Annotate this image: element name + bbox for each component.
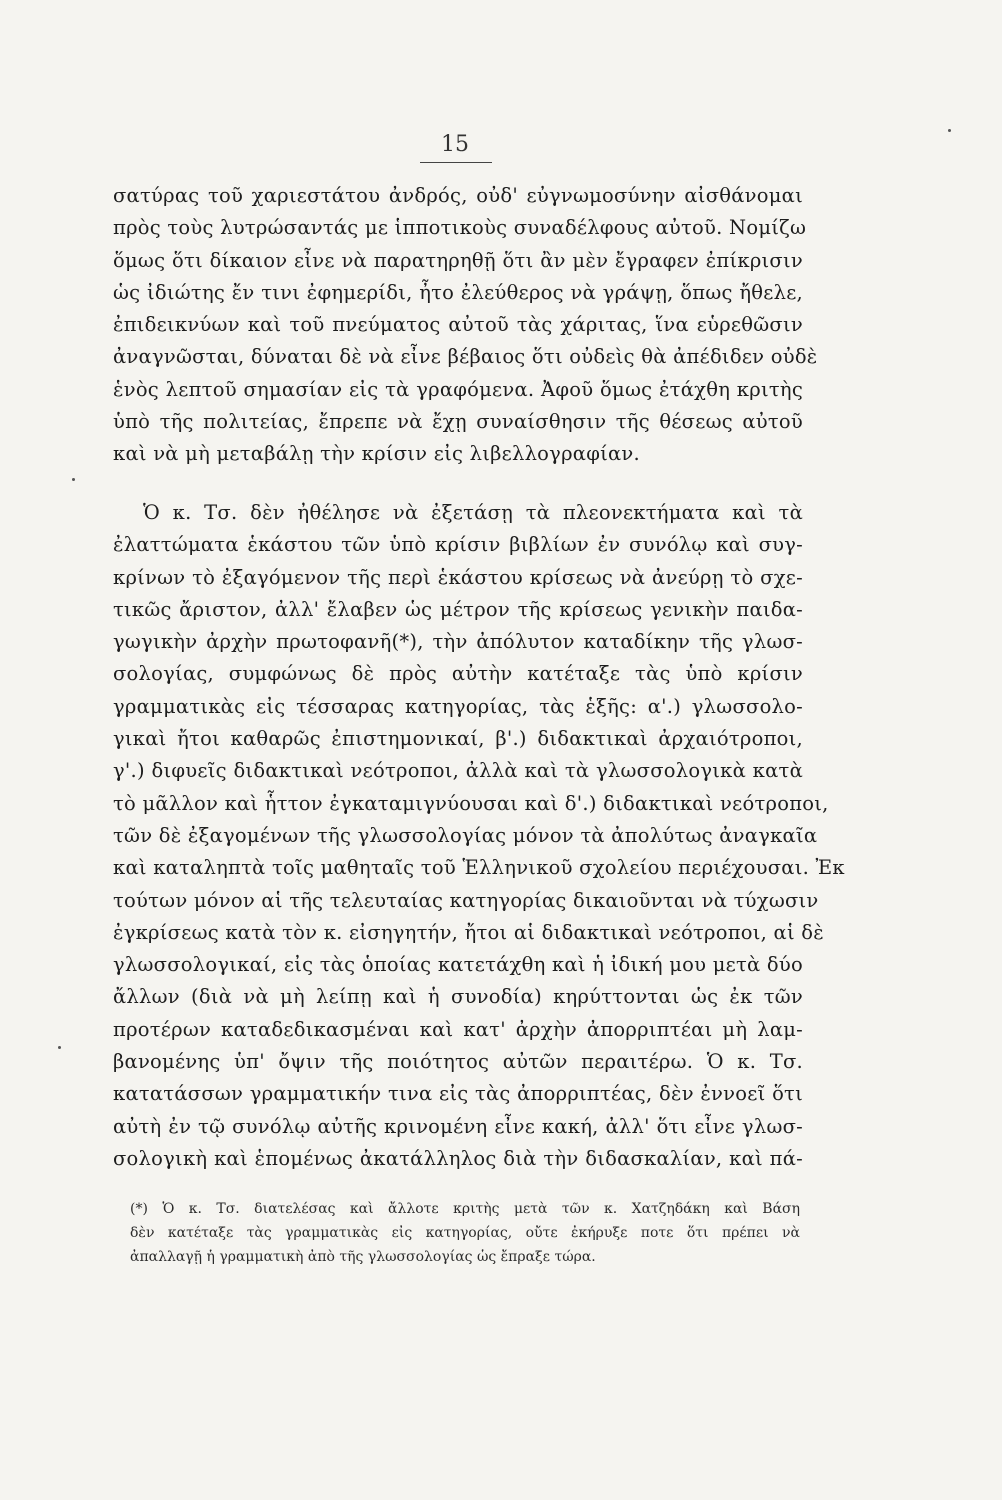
text-line: βανομένης ὑπ' ὄψιν τῆς ποιότητος αὐτῶν περαιτέρω. Ὁ κ. Τσ. — [113, 1050, 803, 1074]
text-line: σατύρας τοῦ χαριεστάτου ἀνδρός, οὐδ' εὐγνωμοσύνην αἰσθάνομαι — [113, 184, 803, 207]
footnote-line: δὲν κατέταξε τὰς γραμματικὰς εἰς κατηγορίας, οὔτε ἐκήρυξε ποτε ὅτι πρέπει νὰ — [130, 1225, 800, 1241]
text-line: τούτων μόνον αἱ τῆς τελευταίας κατηγορίας δικαιοῦνται νὰ τύχωσιν — [113, 888, 819, 912]
paragraph-1 — [113, 180, 818, 471]
text-line: ἄλλων (διὰ νὰ μὴ λείπῃ καὶ ἡ συνοδία) κηρύττονται ὡς ἐκ τῶν — [113, 985, 803, 1009]
page-number: 15 — [441, 132, 469, 157]
text-line: ὅμως ὅτι δίκαιον εἶνε νὰ παρατηρηθῇ ὅτι ἂν μὲν ἔγραφεν ἐπίκρισιν — [113, 248, 803, 272]
text-line: κρίνων τὸ ἐξαγόμενον τῆς περὶ ἑκάστου κρίσεως νὰ ἀνεύρῃ τὸ σχε- — [113, 565, 803, 589]
text-line: γλωσσολογικαί, εἰς τὰς ὁποίας κατετάχθη καὶ ἡ ἰδική μου μετὰ δύο — [113, 953, 803, 977]
paragraph-2 — [113, 497, 845, 1175]
text-line: ἐλαττώματα ἑκάστου τῶν ὑπὸ κρίσιν βιβλίων ἐν συνόλῳ καὶ συγ- — [113, 533, 803, 557]
paper-speck — [72, 478, 75, 481]
footnote — [130, 1197, 800, 1269]
text-line: τὸ μᾶλλον καὶ ἧττον ἐγκαταμιγνύουσαι καὶ δ'.) διδακτικαὶ νεότροποι, — [113, 791, 829, 815]
text-line: αὐτὴ ἐν τῷ συνόλῳ αὐτῆς κρινομένη εἶνε κακή, ἀλλ' ὅτι εἶνε γλωσ- — [113, 1114, 803, 1138]
footnote-line: (*) Ὁ κ. Τσ. διατελέσας καὶ ἄλλοτε κριτὴς μετὰ τῶν κ. Χατζηδάκη καὶ Βάση — [130, 1201, 800, 1217]
paper-speck — [948, 129, 951, 132]
page-number-rule — [420, 162, 492, 163]
text-line: προτέρων καταδεδικασμέναι καὶ κατ' ἀρχὴν ἀπορριπτέαι μὴ λαμ- — [113, 1017, 803, 1041]
text-line: ἐπιδεικνύων καὶ τοῦ πνεύματος αὐτοῦ τὰς χάριτας, ἵνα εὑρεθῶσιν — [113, 313, 803, 337]
text-line: γωγικὴν ἀρχὴν πρωτοφανῆ(*), τὴν ἀπόλυτον καταδίκην τῆς γλωσ- — [113, 630, 803, 654]
text-line: γραμματικὰς εἰς τέσσαρας κατηγορίας, τὰς ἑξῆς: α'.) γλωσσολο- — [113, 694, 803, 718]
text-line: γ'.) διφυεῖς διδακτικαὶ νεότροποι, ἀλλὰ καὶ τὰ γλωσσολογικὰ κατὰ — [113, 759, 803, 783]
text-line: ἑνὸς λεπτοῦ σημασίαν εἰς τὰ γραφόμενα. Ἀφοῦ ὅμως ἐτάχθη κριτὴς — [113, 377, 803, 401]
text-line: τῶν δὲ ἐξαγομένων τῆς γλωσσολογίας μόνον τὰ ἀπολύτως ἀναγκαῖα — [113, 823, 818, 847]
text-line: Ὁ κ. Τσ. δὲν ἠθέλησε νὰ ἐξετάσῃ τὰ πλεονεκτήματα καὶ τὰ — [143, 501, 803, 524]
text-line: ὡς ἰδιώτης ἔν τινι ἐφημερίδι, ἦτο ἐλεύθερος νὰ γράψῃ, ὅπως ἤθελε, — [113, 280, 803, 304]
text-line: πρὸς τοὺς λυτρώσαντάς με ἱπποτικοὺς συναδέλφους αὐτοῦ. Νομίζω — [113, 216, 807, 240]
footnote-line: ἀπαλλαγῇ ἡ γραμματικὴ ἀπὸ τῆς γλωσσολογίας ὡς ἔπραξε τώρα. — [130, 1249, 596, 1265]
paper-speck — [58, 1046, 61, 1049]
text-line: καὶ νὰ μὴ μεταβάλῃ τὴν κρίσιν εἰς λιβελλογραφίαν. — [113, 442, 640, 466]
text-line: καὶ καταληπτὰ τοῖς μαθηταῖς τοῦ Ἑλληνικοῦ σχολείου περιέχουσαι. Ἐκ — [113, 856, 845, 880]
text-line: ὑπὸ τῆς πολιτείας, ἔπρεπε νὰ ἔχῃ συναίσθησιν τῆς θέσεως αὐτοῦ — [113, 410, 803, 434]
text-line: σολογίας, συμφώνως δὲ πρὸς αὐτὴν κατέταξε τὰς ὑπὸ κρίσιν — [113, 662, 803, 686]
text-line: τικῶς ἄριστον, ἀλλ' ἔλαβεν ὡς μέτρον τῆς κρίσεως γενικὴν παιδα- — [113, 597, 803, 621]
text-line: κατατάσσων γραμματικήν τινα εἰς τὰς ἀπορριπτέας, δὲν ἐννοεῖ ὅτι — [113, 1082, 803, 1106]
text-line: ἐγκρίσεως κατὰ τὸν κ. εἰσηγητήν, ἤτοι αἱ διδακτικαὶ νεότροποι, αἱ δὲ — [113, 920, 825, 944]
text-line: σολογικὴ καὶ ἑπομένως ἀκατάλληλος διὰ τὴν διδασκαλίαν, καὶ πά- — [113, 1146, 803, 1170]
text-line: ἀναγνῶσται, δύναται δὲ νὰ εἶνε βέβαιος ὅτι οὐδεὶς θὰ ἀπέδιδεν οὐδὲ — [113, 345, 818, 369]
text-line: γικαὶ ἤτοι καθαρῶς ἐπιστημονικαί, β'.) διδακτικαὶ ἀρχαιότροποι, — [113, 727, 803, 751]
